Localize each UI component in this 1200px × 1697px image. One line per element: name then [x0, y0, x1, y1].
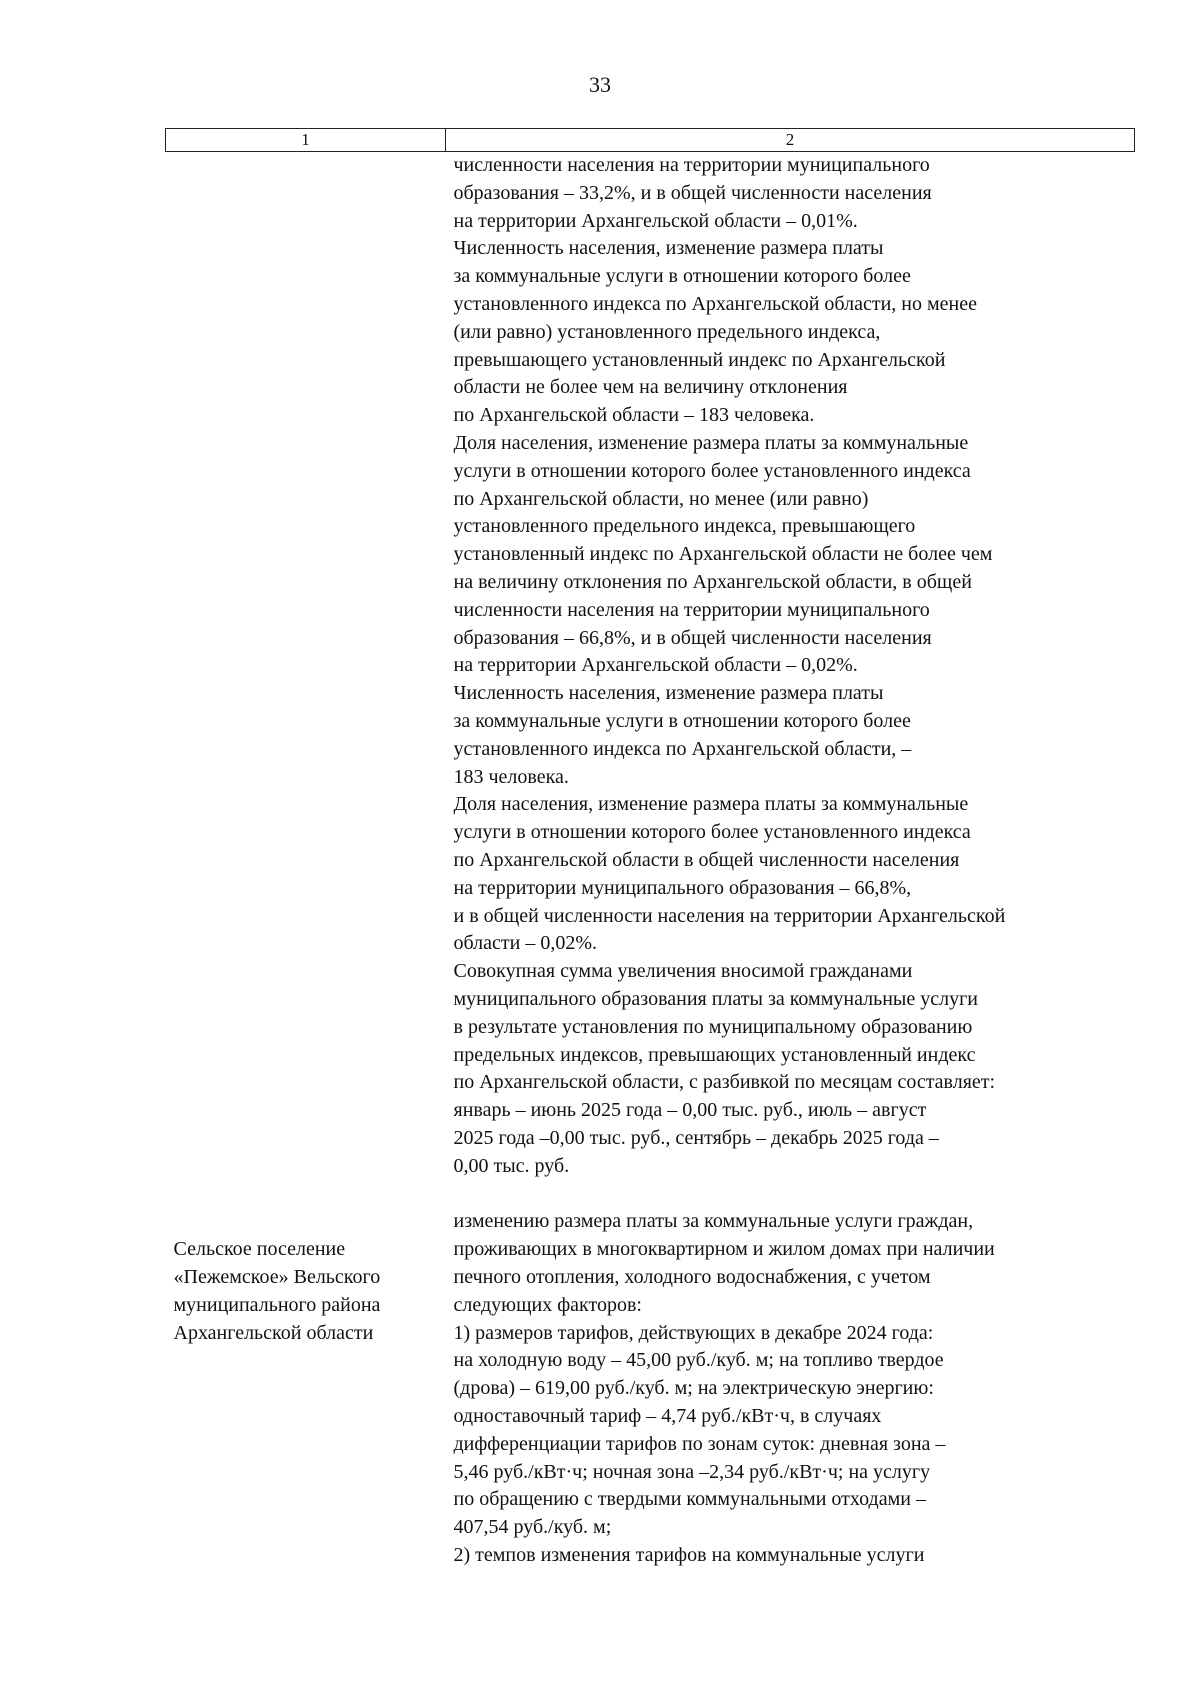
text-line: Совокупная сумма увеличения вносимой гражданами	[453, 960, 913, 983]
text-line: услуги в отношении которого более установленного индекса	[453, 821, 971, 844]
text-line: по Архангельской области, с разбивкой по месяцам составляет:	[453, 1071, 996, 1094]
text-line: области не более чем на величину отклонения	[453, 376, 848, 399]
text-line: на территории муниципального образования – 66,8%,	[453, 876, 912, 899]
text-line: январь – июнь 2025 года – 0,00 тыс. руб., июль – август	[453, 1099, 927, 1122]
municipality-name-line: «Пежемское» Вельского	[173, 1266, 381, 1289]
text-line: установленного предельного индекса, превышающего	[453, 515, 916, 538]
municipality-name-line: муниципального района	[173, 1294, 381, 1317]
municipality-name-line: Сельское поселение	[173, 1238, 346, 1261]
text-line: следующих факторов:	[453, 1293, 642, 1316]
text-line: на величину отклонения по Архангельской области, в общей	[453, 570, 972, 593]
row2-left-cell	[166, 1208, 446, 1569]
table-row	[166, 1208, 1135, 1569]
text-line: 1) размеров тарифов, действующих в декабре 2024 года:	[453, 1321, 934, 1344]
text-line: дифференциации тарифов по зонам суток: дневная зона –	[453, 1432, 946, 1455]
text-line: 2) темпов изменения тарифов на коммунальные услуги	[453, 1544, 925, 1567]
text-line: проживающих в многоквартирном и жилом домах при наличии	[453, 1238, 995, 1261]
row-spacer	[454, 1180, 1135, 1208]
row1-right-cell	[446, 152, 1135, 1209]
text-line: одноставочный тариф – 4,74 руб./кВт·ч, в случаях	[453, 1405, 882, 1428]
text-line: за коммунальные услуги в отношении которого более	[453, 265, 911, 288]
text-line: 2025 года –0,00 тыс. руб., сентябрь – декабрь 2025 года –	[453, 1126, 939, 1149]
text-line: 0,00 тыс. руб.	[453, 1154, 570, 1177]
text-line: по обращению с твердыми коммунальными отходами –	[453, 1488, 926, 1511]
text-line: муниципального образования платы за коммунальные услуги	[453, 987, 979, 1010]
text-line: численности населения на территории муниципального	[453, 598, 930, 621]
document-table	[165, 128, 1135, 1570]
text-line: на холодную воду – 45,00 руб./куб. м; на топливо твердое	[453, 1349, 944, 1372]
row1-left-cell	[166, 152, 446, 1209]
text-line: 5,46 руб./кВт·ч; ночная зона –2,34 руб./кВт·ч; на услугу	[453, 1460, 931, 1483]
column-header-2: 2	[446, 129, 1135, 152]
text-line: услуги в отношении которого более установленного индекса	[453, 459, 971, 482]
row2-right-cell	[446, 1208, 1135, 1569]
text-line: 183 человека.	[453, 765, 569, 788]
text-line: печного отопления, холодного водоснабжения, с учетом	[453, 1266, 931, 1289]
text-line: Численность населения, изменение размера платы	[453, 237, 884, 260]
page-number: 33	[589, 72, 611, 97]
text-line: по Архангельской области, но менее (или равно)	[453, 487, 869, 510]
text-line: образования – 66,8%, и в общей численности населения	[453, 626, 932, 649]
text-line: на территории Архангельской области – 0,01%.	[453, 209, 858, 232]
text-line: Доля населения, изменение размера платы за коммунальные	[453, 431, 969, 454]
table-row	[166, 152, 1135, 1209]
text-line: образования – 33,2%, и в общей численности населения	[453, 181, 932, 204]
table-header-row	[166, 129, 1135, 152]
text-line: численности населения на территории муниципального	[453, 154, 930, 176]
text-line: 407,54 руб./куб. м;	[453, 1516, 612, 1539]
text-line: по Архангельской области – 183 человека.	[453, 404, 815, 427]
municipality-name-line: Архангельской области	[173, 1321, 374, 1344]
text-line: за коммунальные услуги в отношении которого более	[453, 709, 911, 732]
text-line: и в общей численности населения на территории Архангельской	[453, 904, 1006, 927]
text-line: области – 0,02%.	[453, 932, 598, 955]
text-line: (или равно) установленного предельного индекса,	[453, 320, 881, 343]
text-line: на территории Архангельской области – 0,02%.	[453, 654, 858, 677]
text-line: Доля населения, изменение размера платы за коммунальные	[453, 793, 969, 816]
text-line: установленный индекс по Архангельской области не более чем	[453, 543, 993, 566]
text-line: (дрова) – 619,00 руб./куб. м; на электрическую энергию:	[453, 1377, 934, 1400]
text-line: установленного индекса по Архангельской области, –	[453, 737, 912, 760]
text-line: предельных индексов, превышающих установленный индекс	[453, 1043, 976, 1066]
text-line: установленного индекса по Архангельской области, но менее	[453, 292, 977, 315]
text-line: в результате установления по муниципальному образованию	[453, 1015, 973, 1038]
text-line: по Архангельской области в общей численности населения	[453, 848, 960, 871]
text-line: Численность населения, изменение размера платы	[453, 682, 884, 705]
text-line: изменению размера платы за коммунальные услуги граждан,	[453, 1210, 974, 1233]
text-line: превышающего установленный индекс по Архангельской	[453, 348, 946, 371]
column-header-1: 1	[166, 129, 446, 152]
